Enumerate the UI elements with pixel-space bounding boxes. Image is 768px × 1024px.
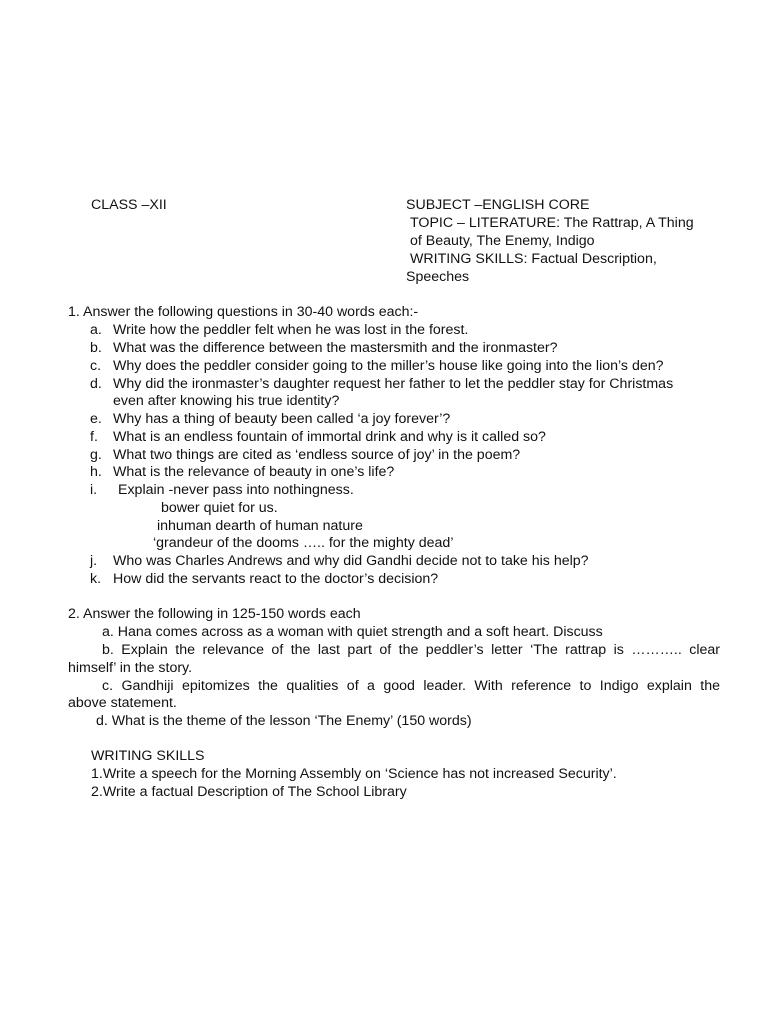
question-d-continued: even after knowing his true identity? <box>113 393 340 409</box>
section2-question-c-continued: above statement. <box>68 695 177 711</box>
section1-heading: 1. Answer the following questions in 30-40 words each:- <box>68 304 419 320</box>
list-marker: b. <box>90 340 102 356</box>
question-i-sub-1: bower quiet for us. <box>161 500 278 516</box>
section2-question-a: a. Hana comes across as a woman with quiet strength and a soft heart. Discuss <box>102 624 603 640</box>
class-label: CLASS –XII <box>91 197 167 213</box>
question-e: Why has a thing of beauty been called ‘a joy forever’? <box>113 411 451 427</box>
section2-question-c: c. Gandhiji epitomizes the qualities of a good leader. With reference to Indigo explain the <box>102 678 720 694</box>
list-marker: h. <box>90 464 102 480</box>
section2-question-d: d. What is the theme of the lesson ‘The Enemy’ (150 words) <box>96 713 472 729</box>
writing-skills-heading: WRITING SKILLS <box>91 748 205 764</box>
question-i: Explain -never pass into nothingness. <box>118 482 354 498</box>
question-c: Why does the peddler consider going to the miller’s house like going into the lion’s den? <box>113 358 664 374</box>
question-a: Write how the peddler felt when he was lost in the forest. <box>113 322 469 338</box>
section2-heading: 2. Answer the following in 125-150 words each <box>68 606 361 622</box>
question-g: What two things are cited as ‘endless source of joy’ in the poem? <box>113 447 521 463</box>
question-i-sub-2: inhuman dearth of human nature <box>157 518 363 534</box>
question-f: What is an endless fountain of immortal drink and why is it called so? <box>113 429 546 445</box>
topic-line-2: of Beauty, The Enemy, Indigo <box>410 233 595 249</box>
question-b: What was the difference between the mastersmith and the ironmaster? <box>113 340 558 356</box>
question-j: Who was Charles Andrews and why did Gandhi decide not to take his help? <box>113 553 589 569</box>
list-marker: j. <box>90 553 98 569</box>
section2-question-b: b. Explain the relevance of the last part of the peddler’s letter ‘The rattrap is ……….. clear <box>102 642 720 658</box>
question-k: How did the servants react to the doctor’s decision? <box>113 571 439 587</box>
list-marker: k. <box>90 571 102 587</box>
section2-question-b-continued: himself’ in the story. <box>68 660 193 676</box>
list-marker: g. <box>90 447 102 463</box>
list-marker: e. <box>90 411 102 427</box>
writing-skills-line-2: Speeches <box>406 269 470 285</box>
writing-skills-line-1: WRITING SKILLS: Factual Description, <box>410 251 657 267</box>
list-marker: d. <box>90 376 102 392</box>
question-i-sub-3: ‘grandeur of the dooms ….. for the mighty dead’ <box>153 535 454 551</box>
list-marker: i. <box>90 482 98 498</box>
writing-skills-question-1: 1.Write a speech for the Morning Assembly on ‘Science has not increased Security’. <box>91 766 617 782</box>
list-marker: a. <box>90 322 102 338</box>
question-h: What is the relevance of beauty in one’s life? <box>113 464 395 480</box>
topic-line-1: TOPIC – LITERATURE: The Rattrap, A Thing <box>410 215 694 231</box>
subject-label: SUBJECT –ENGLISH CORE <box>406 197 590 213</box>
writing-skills-question-2: 2.Write a factual Description of The School Library <box>91 784 407 800</box>
list-marker: f. <box>90 429 98 445</box>
question-d: Why did the ironmaster’s daughter request her father to let the peddler stay for Christmas <box>113 376 674 392</box>
list-marker: c. <box>90 358 102 374</box>
